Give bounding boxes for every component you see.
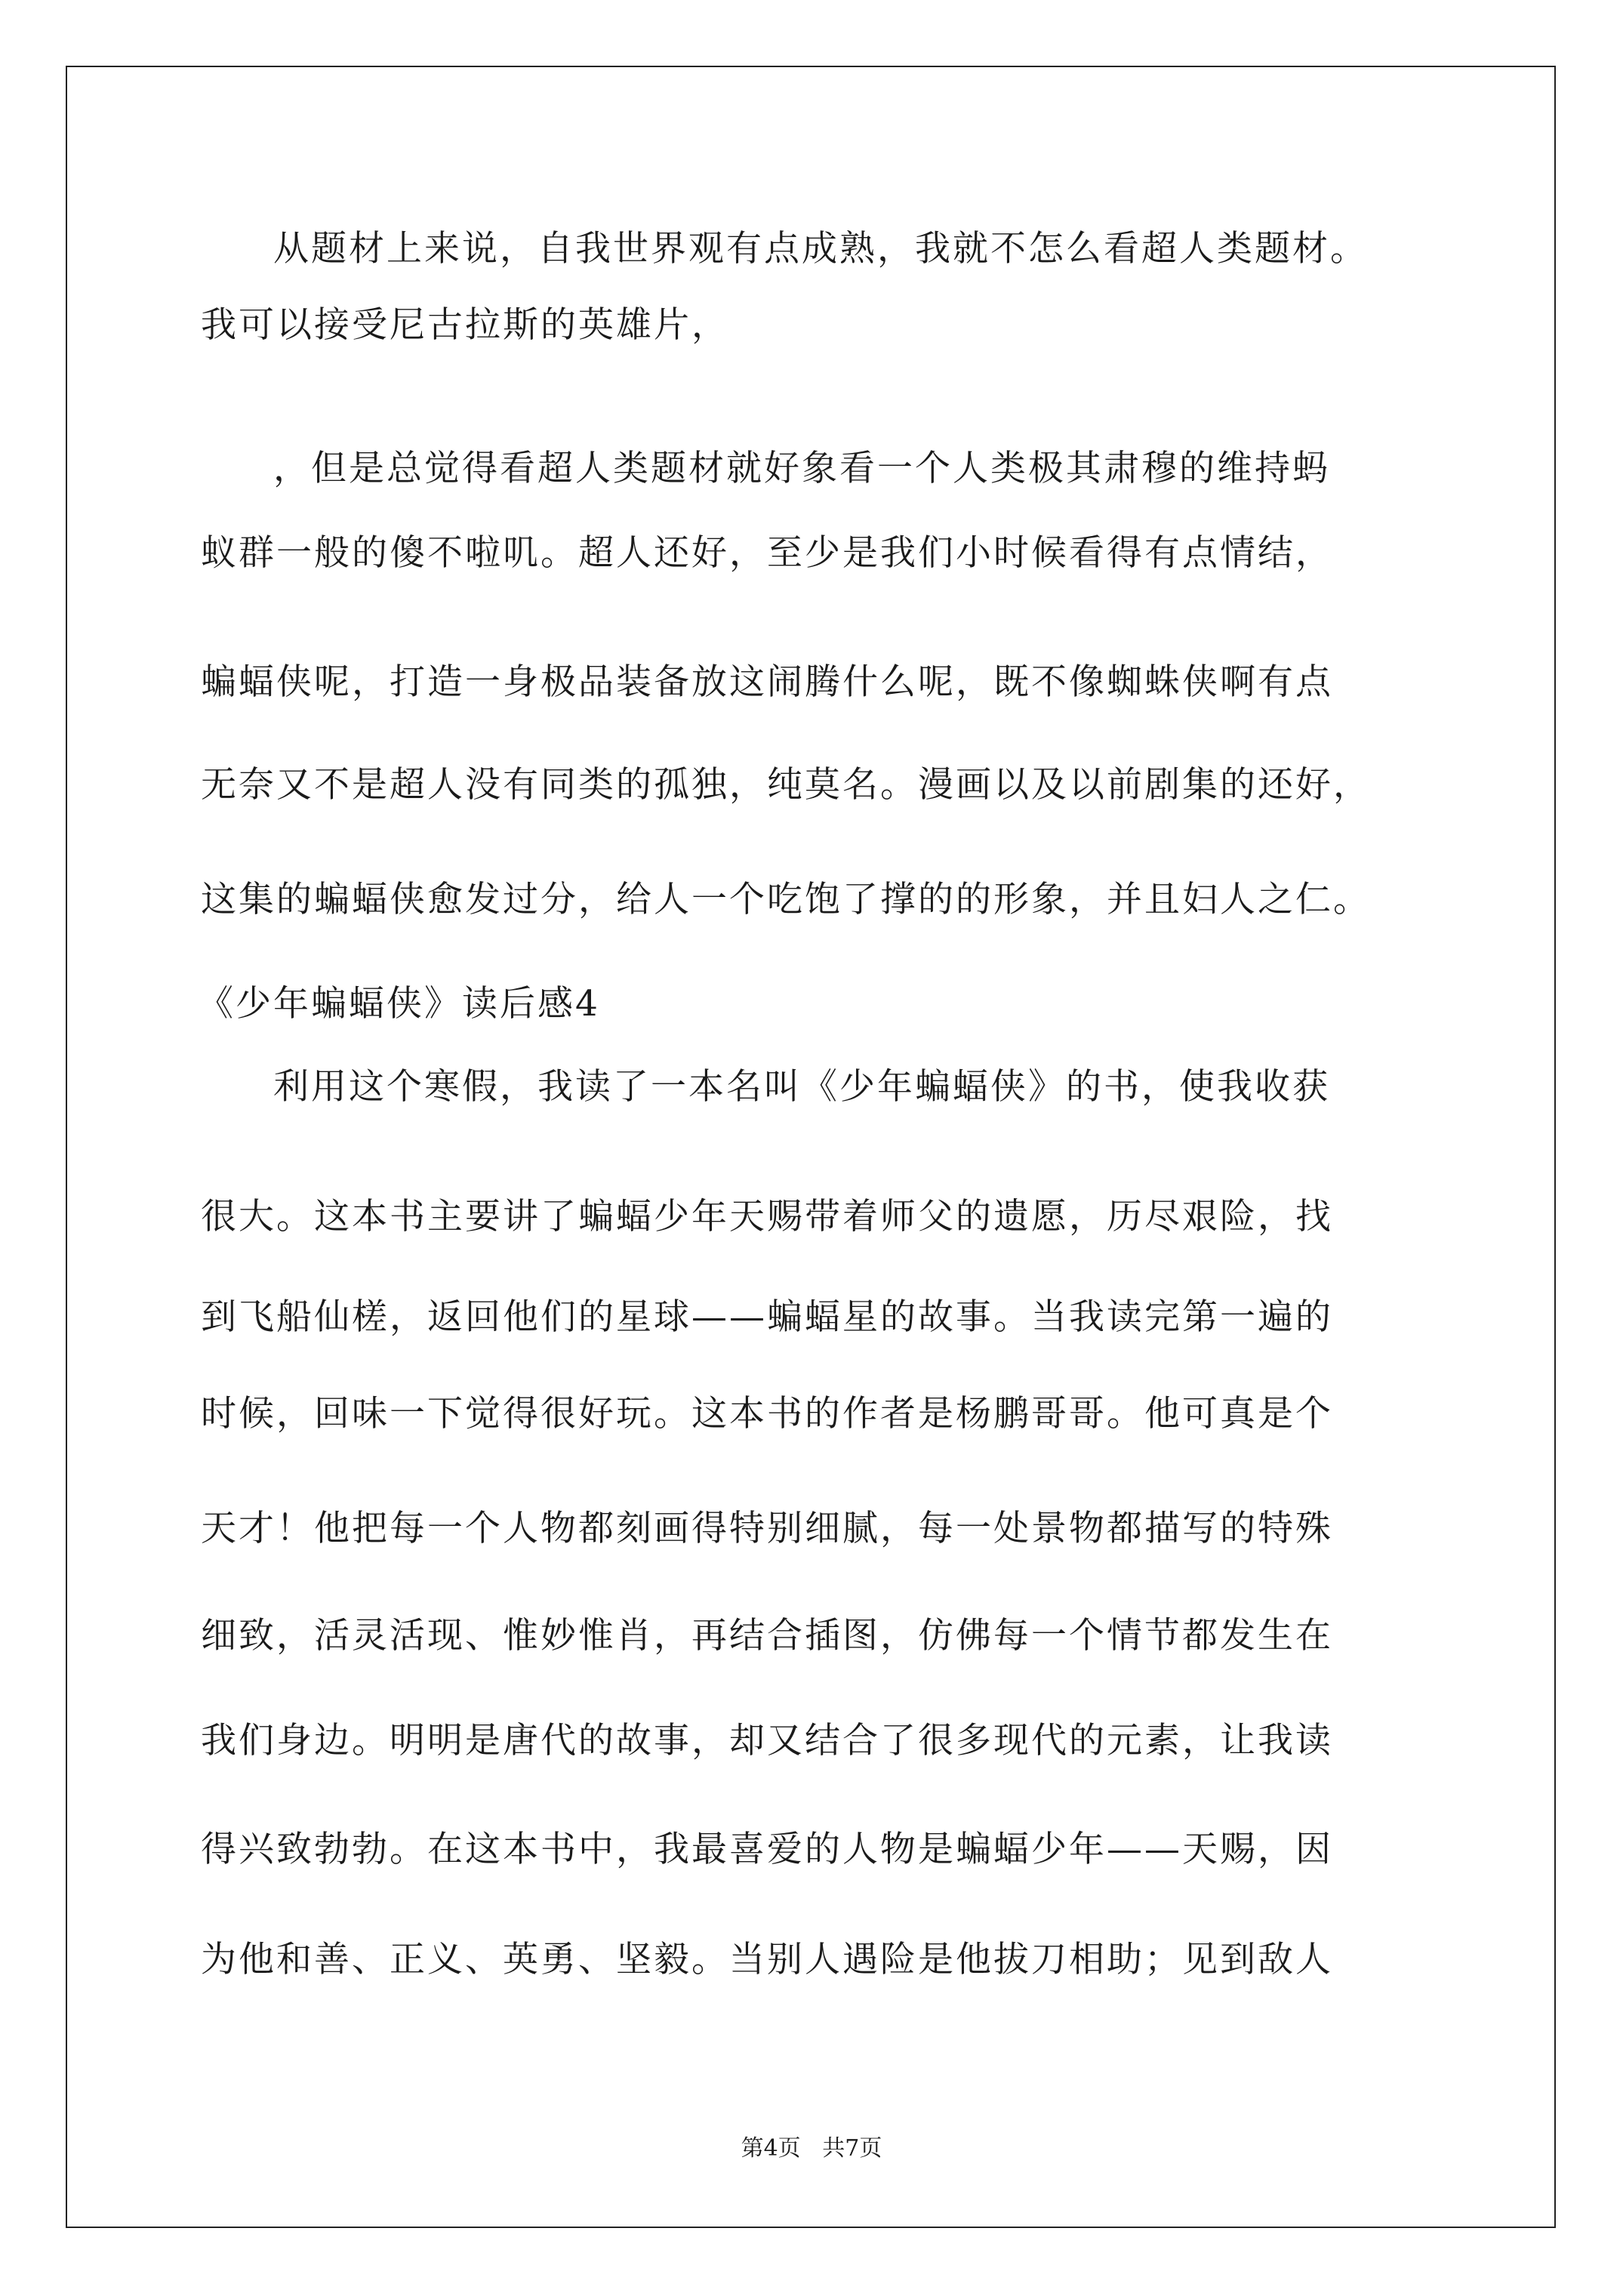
- paragraph-line: 蚁群一般的傻不啦叽。超人还好，至少是我们小时候看得有点情结，: [201, 532, 1333, 574]
- page-border: [66, 66, 1556, 2228]
- paragraph-line: 利用这个寒假，我读了一本名叫《少年蝙蝠侠》的书，使我收获: [273, 1066, 1330, 1108]
- paragraph-line: 时候，回味一下觉得很好玩。这本书的作者是杨鹏哥哥。他可真是个: [201, 1393, 1333, 1435]
- paragraph-line: 我可以接受尼古拉斯的英雄片，: [201, 304, 729, 346]
- paragraph-line: 很大。这本书主要讲了蝙蝠少年天赐带着师父的遗愿，历尽艰险，找: [201, 1196, 1333, 1237]
- paragraph-line: 细致，活灵活现、惟妙惟肖，再结合插图，仿佛每一个情节都发生在: [201, 1615, 1333, 1657]
- section-heading: 《少年蝙蝠侠》读后感4: [198, 983, 600, 1025]
- paragraph-line: 从题材上来说，自我世界观有点成熟，我就不怎么看超人类题材。: [273, 228, 1368, 270]
- paragraph-line: 我们身边。明明是唐代的故事，却又结合了很多现代的元素，让我读: [201, 1720, 1333, 1761]
- paragraph-line: 天才！他把每一个人物都刻画得特别细腻，每一处景物都描写的特殊: [201, 1508, 1333, 1549]
- paragraph-line: 得兴致勃勃。在这本书中，我最喜爱的人物是蝙蝠少年——天赐，因: [201, 1829, 1333, 1870]
- paragraph-line: ，但是总觉得看超人类题材就好象看一个人类极其肃穆的维持蚂: [273, 448, 1330, 489]
- paragraph-line: 无奈又不是超人没有同类的孤独，纯莫名。漫画以及以前剧集的还好，: [201, 764, 1371, 806]
- paragraph-line: 为他和善、正义、英勇、坚毅。当别人遇险是他拔刀相助；见到敌人: [201, 1939, 1333, 1980]
- paragraph-line: 这集的蝙蝠侠愈发过分，给人一个吃饱了撑的的形象，并且妇人之仁。: [201, 879, 1371, 920]
- paragraph-line: 到飞船仙槎，返回他们的星球——蝙蝠星的故事。当我读完第一遍的: [201, 1296, 1333, 1338]
- paragraph-line: 蝙蝠侠呢，打造一身极品装备放这闹腾什么呢，既不像蜘蛛侠啊有点: [201, 661, 1333, 703]
- page-number-footer: 第4页 共7页: [741, 2135, 882, 2162]
